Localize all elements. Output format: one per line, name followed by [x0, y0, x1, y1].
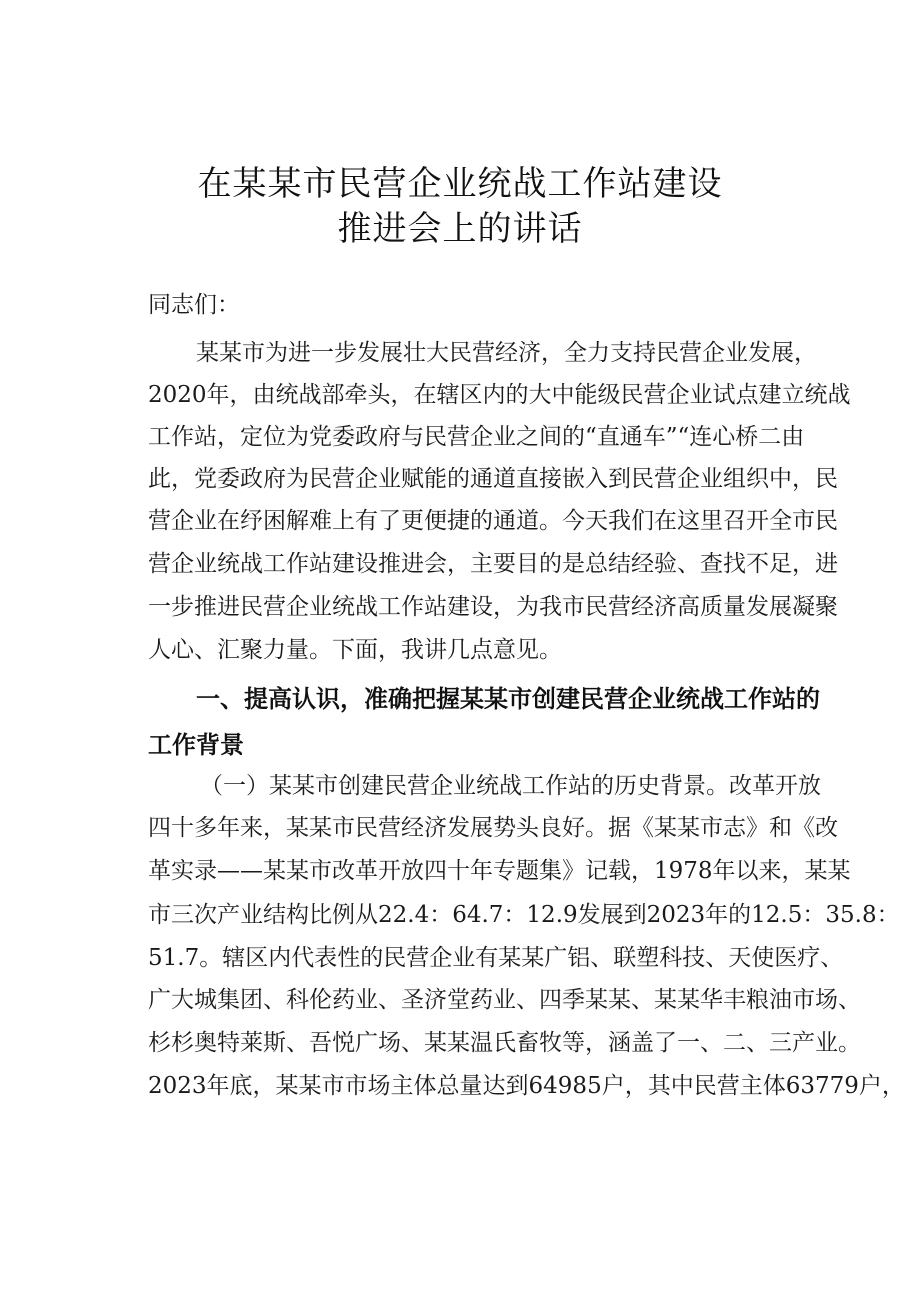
intro-line-2: 2020年，由统战部牵头，在辖区内的大中能级民营企业试点建立统战 — [148, 382, 851, 408]
subsection-1-line-4: 市三次产业结构比例从22.4：64.7：12.9发展到2023年的12.5：35.8： — [148, 902, 900, 928]
subsection-1-line-2: 四十多年来，某某市民营经济发展势头良好。据《某某市志》和《改 — [148, 815, 838, 841]
section-1-heading-line-2: 工作背景 — [148, 731, 244, 759]
subsection-1-line-3: 革实录——某某市改革开放四十年专题集》记载，1978年以来，某某 — [148, 858, 851, 884]
intro-line-8: 人心、汇聚力量。下面，我讲几点意见。 — [148, 637, 562, 663]
intro-line-3: 工作站，定位为党委政府与民营企业之间的“直通车”“连心桥二由 — [148, 424, 805, 450]
subsection-1-line-1: （一）某某市创建民营企业统战工作站的历史背景。改革开放 — [200, 773, 821, 799]
document-title-line-1: 在某某市民营企业统战工作站建设 — [197, 164, 723, 204]
subsection-1-line-7: 杉杉奥特莱斯、吾悦广场、某某温氏畜牧等，涵盖了一、二、三产业。 — [148, 1030, 861, 1056]
intro-line-4: 此，党委政府为民营企业赋能的通道直接嵌入到民营企业组织中，民 — [148, 466, 838, 492]
subsection-1-line-6: 广大城集团、科伦药业、圣济堂药业、四季某某、某某华丰粮油市场、 — [148, 987, 861, 1013]
subsection-1-line-8: 2023年底，某某市市场主体总量达到64985户，其中民营主体63779户， — [148, 1073, 905, 1099]
intro-line-1: 某某市为进一步发展壮大民营经济，全力支持民营企业发展， — [196, 340, 817, 366]
section-1-heading-line-1: 一、提高认识，准确把握某某市创建民营企业统战工作站的 — [196, 685, 820, 713]
document-title-line-2: 推进会上的讲话 — [337, 209, 583, 249]
subsection-1-line-5: 51.7。辖区内代表性的民营企业有某某广铝、联塑科技、天使医疗、 — [148, 945, 844, 971]
intro-line-7: 一步推进民营企业统战工作站建设，为我市民营经济高质量发展凝聚 — [148, 594, 838, 620]
intro-line-5: 营企业在纾困解难上有了更便捷的通道。今天我们在这里召开全市民 — [148, 508, 838, 534]
intro-line-6: 营企业统战工作站建设推进会，主要目的是总结经验、查找不足，进 — [148, 551, 838, 577]
salutation: 同志们： — [148, 292, 240, 318]
